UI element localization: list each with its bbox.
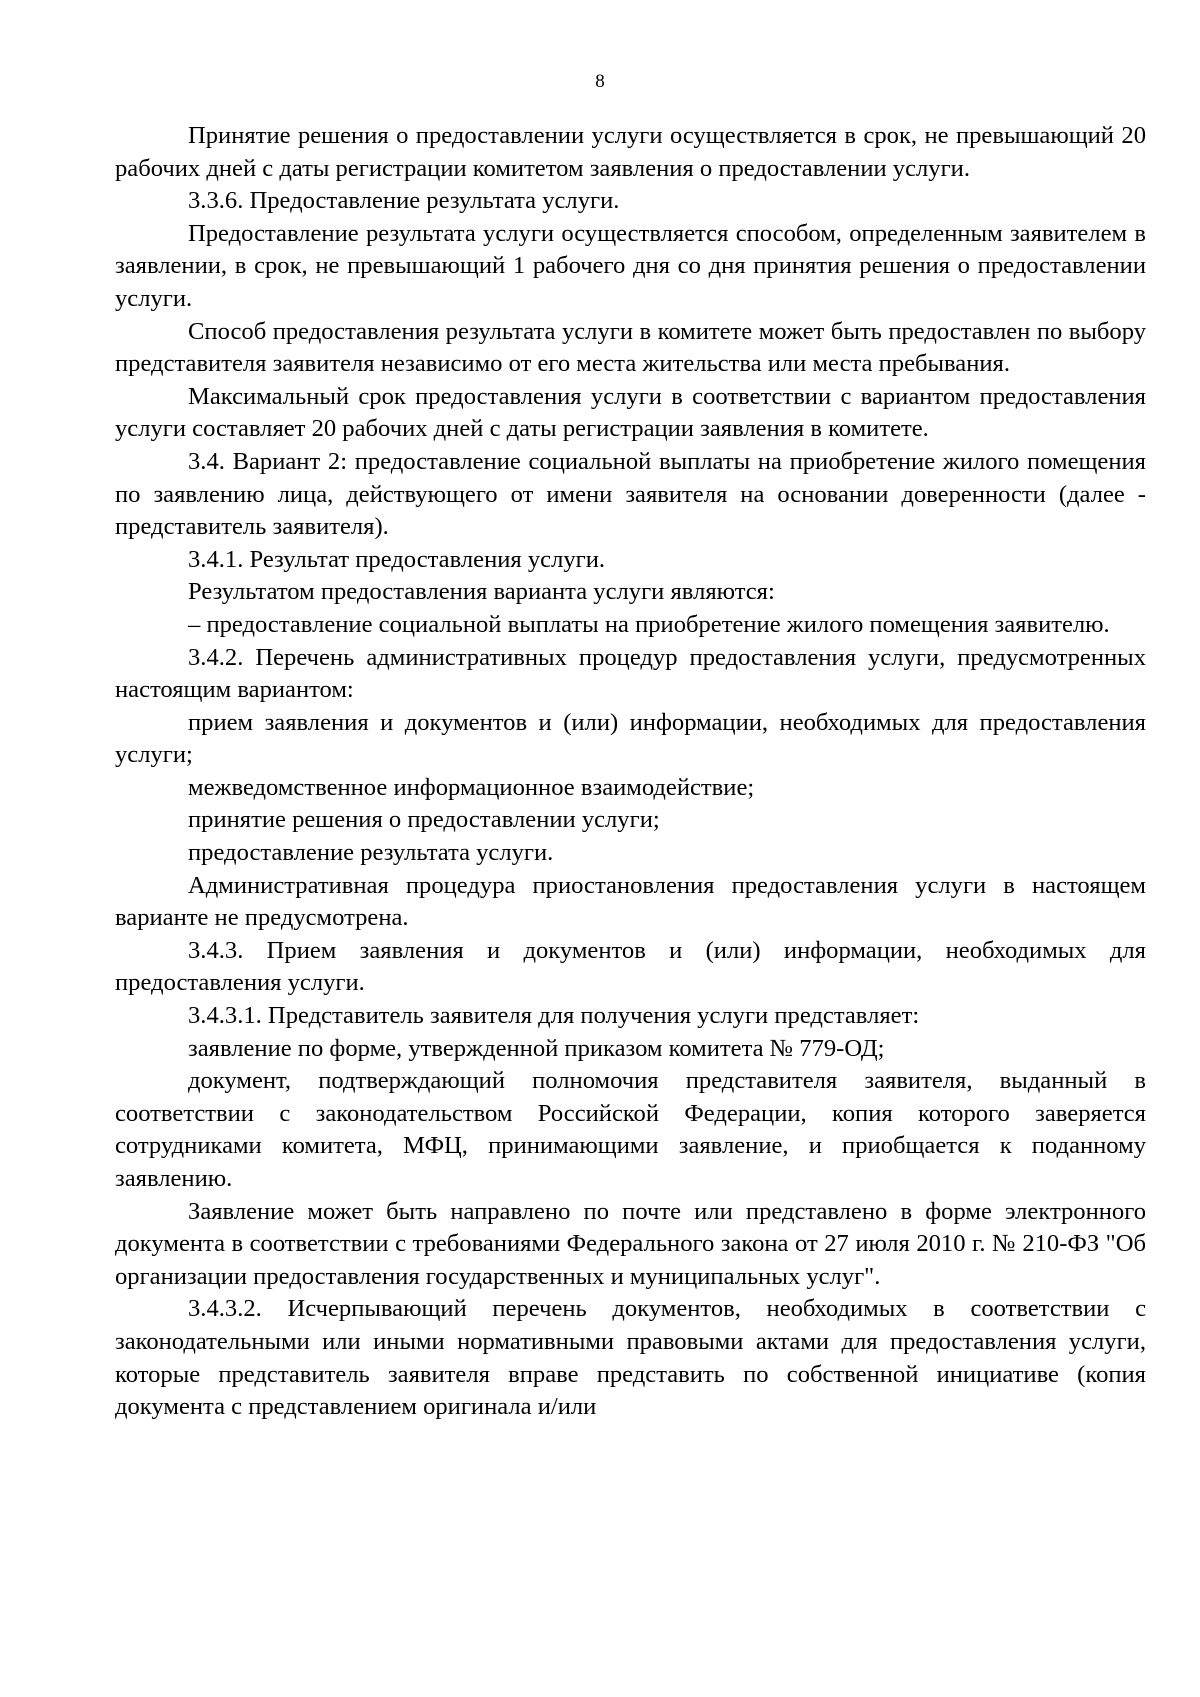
heading-3-4-3-2: 3.4.3.2. Исчерпывающий перечень документов, необходимых в соответствии с законодательными или иными нормативными правовыми актами для предоставления услуги, которые представитель заявителя вправе представить по собственной инициативе (копия документа с представлением оригинала и/или xyxy=(115,1295,1146,1421)
paragraph-result-method: Способ предоставления результата услуги в комитете может быть предоставлен по выбору представителя заявителя независимо от его места жительства или места пребывания. xyxy=(115,317,1146,378)
list-item-document: заявление по форме, утвержденной приказом комитета № 779-ОД; xyxy=(188,1034,885,1062)
paragraph-max-term: Максимальный срок предоставления услуги в соответствии с вариантом предоставления услуги составляет 20 рабочих дней с даты регистрации заявления в комитете. xyxy=(115,382,1146,443)
heading-3-4: 3.4. Вариант 2: предоставление социальной выплаты на приобретение жилого помещения по заявлению лица, действующего от имени заявителя на основании доверенности (далее - представитель заявителя). xyxy=(115,447,1146,541)
heading-3-3-6: 3.3.6. Предоставление результата услуги. xyxy=(188,187,620,215)
heading-3-4-3: 3.4.3. Прием заявления и документов и (или) информации, необходимых для предоставления услуги. xyxy=(115,936,1146,997)
list-item-procedure: предоставление результата услуги. xyxy=(188,839,554,867)
page-number: 8 xyxy=(595,71,605,92)
paragraph-result-delivery: Предоставление результата услуги осуществляется способом, определенным заявителем в заявлении, в срок, не превышающий 1 рабочего дня со дня принятия решения о предоставлении услуги. xyxy=(115,219,1146,312)
heading-3-4-2: 3.4.2. Перечень административных процедур предоставления услуги, предусмотренных настоящим вариантом: xyxy=(115,643,1146,704)
list-item-procedure: прием заявления и документов и (или) информации, необходимых для предоставления услуги; xyxy=(115,708,1146,769)
list-item-document: документ, подтверждающий полномочия представителя заявителя, выданный в соответствии с законодательством Российской Федерации, копия которого заверяется сотрудниками комитета, МФЦ, принимающими заявление, и приобщается к поданному заявлению. xyxy=(115,1067,1146,1192)
list-item-result: – предоставление социальной выплаты на приобретение жилого помещения заявителю. xyxy=(188,610,1110,638)
paragraph-result-intro: Результатом предоставления варианта услуги являются: xyxy=(188,578,775,606)
list-item-procedure: межведомственное информационное взаимодействие; xyxy=(188,773,755,801)
document-body xyxy=(115,120,1146,1424)
heading-3-4-1: 3.4.1. Результат предоставления услуги. xyxy=(188,545,606,573)
paragraph-decision-term: Принятие решения о предоставлении услуги осуществляется в срок, не превышающий 20 рабочих дней с даты регистрации комитетом заявления о предоставлении услуги. xyxy=(115,122,1146,182)
heading-3-4-3-1: 3.4.3.1. Представитель заявителя для получения услуги представляет: xyxy=(188,1002,920,1030)
paragraph-suspension: Административная процедура приостановления предоставления услуги в настоящем варианте не предусмотрена. xyxy=(115,871,1146,932)
list-item-procedure: принятие решения о предоставлении услуги; xyxy=(188,806,660,834)
paragraph-submission: Заявление может быть направлено по почте или представлено в форме электронного документа в соответствии с требованиями Федерального закона от 27 июля 2010 г. № 210-ФЗ "Об организации предоставления государственных и муниципальных услуг". xyxy=(115,1197,1146,1290)
